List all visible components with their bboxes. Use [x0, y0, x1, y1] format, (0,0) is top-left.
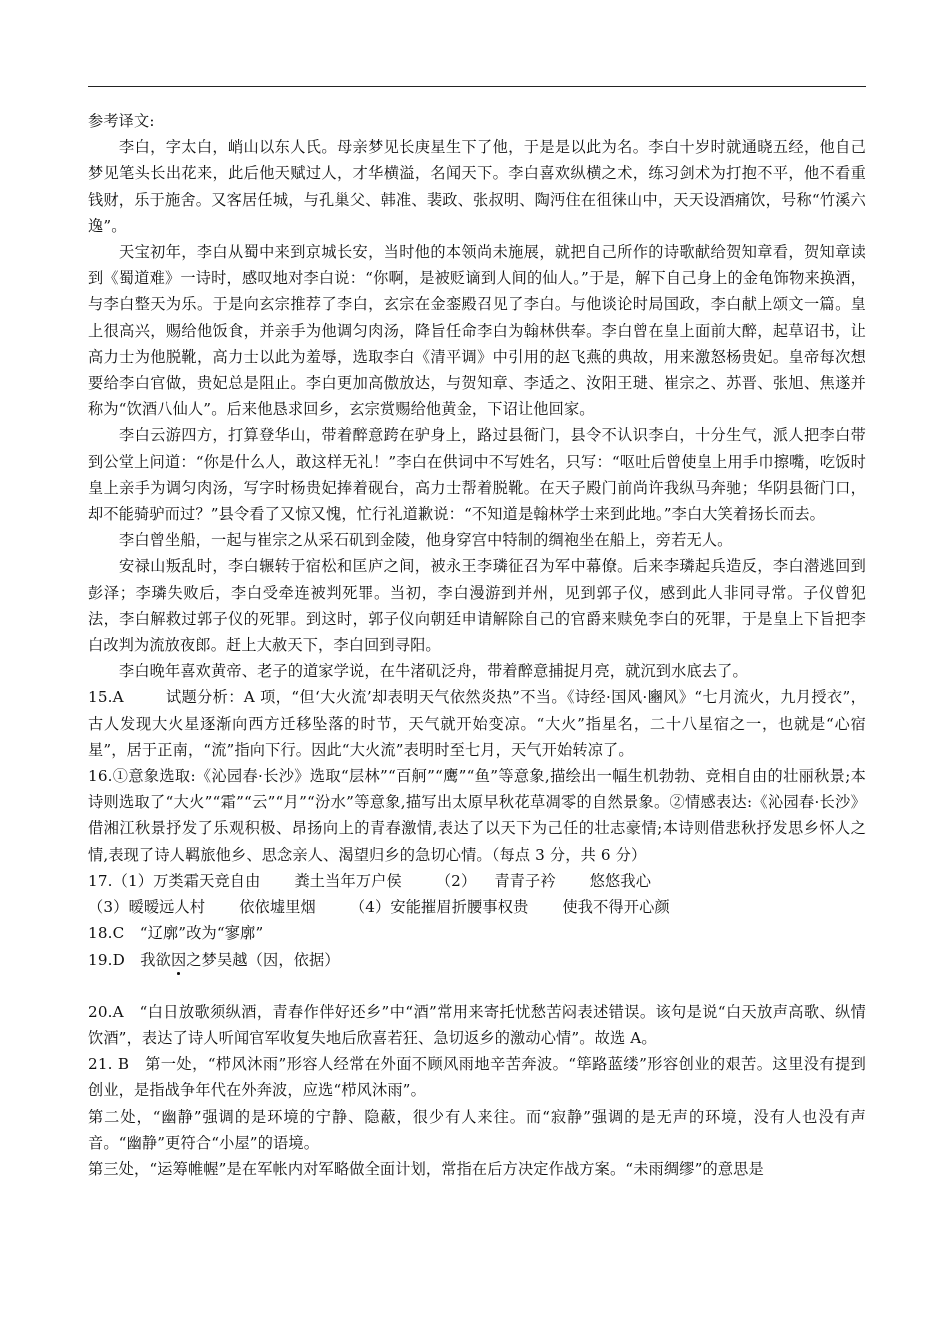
answer-20: 20.A “白日放歌须纵酒，青春作伴好还乡”中“酒”常用来寄托忧愁苦闷表述错误。该句是说“白天放声高歌、纵情饮酒”，表达了诗人听闻官军收复失地后欣喜若狂、急切返乡的激动心情”。故选 A。	[88, 1002, 866, 1047]
answer-18: 18.C “辽廓”改为“寥廓”	[88, 924, 264, 943]
translation-paragraph: 李白晚年喜欢黄帝、老子的道家学说，在牛渚矶泛舟，带着醉意捕捉月亮，就沉到水底去了。	[119, 662, 748, 681]
answer-17-item: 万类霜天竞自由	[153, 871, 261, 890]
translation-paragraph: 李白，字太白，峭山以东人氏。母亲梦见长庚星生下了他，于是是以此为名。李白十岁时就通晓五经，他自己梦见笔头长出花来，此后他天赋过人，才华横溢，名闻天下。李白喜欢纵横之术，练习剑术为打抱不平，他不看重钱财，乐于施舍。又客居任城，与孔巢父、韩准、裴政、张叔明、陶沔住在徂徕山中，天天设酒痛饮，号称“竹溪六逸”。	[88, 138, 866, 235]
answer-15-text: 试题分析：A 项，“但‘大火流’却表明天气依然炎热”不当。《诗经·国风·豳风》“七月流火，九月授衣”，古人发现大火星逐渐向西方迁移坠落的时节，天气就开始变凉。“大火”指星名，二十八星宿之一，也就是“心宿星”，居于正南，“流”指向下行。因此“大火流”表明时至七月，天气开始转凉了。	[88, 688, 866, 759]
answer-15-label: 15.A	[88, 688, 124, 707]
translation-heading: 参考译文:	[88, 112, 155, 130]
translation-paragraph: 天宝初年，李白从蜀中来到京城长安，当时他的本领尚未施展，就把自己所作的诗歌献给贺知章看，贺知章读到《蜀道难》一诗时，感叹地对李白说：“你啊，是被贬谪到人间的仙人。”于是，解下自己身上的金龟饰物来换酒，与李白整天为乐。于是向玄宗推荐了李白，玄宗在金銮殿召见了李白。与他谈论时局国政，李白献上颂文一篇。皇上很高兴，赐给他饭食，并亲手为他调匀肉汤，降旨任命李白为翰林供奉。李白曾在皇上面前大醉，起草诏书，让高力士为他脱靴，高力士以此为羞辱，选取李白《清平调》中引用的赵飞燕的典故，用来激怒杨贵妃。皇帝每次想要给李白官做，贵妃总是阻止。李白更加高傲放达，与贺知章、李适之、汝阳王琎、崔宗之、苏晋、张旭、焦遂并称为“饮酒八仙人”。后来他恳求回乡，玄宗赏赐给他黄金，下诏让他回家。	[88, 243, 866, 419]
answer-17-line-1	[88, 868, 866, 894]
answer-17-label: （4）	[349, 898, 391, 917]
answer-17-item: 青青子衿	[494, 871, 556, 890]
emphasis-dot-char: 因	[170, 950, 187, 969]
translation-paragraph: 李白云游四方，打算登华山，带着醉意跨在驴身上，路过县衙门，县令不认识李白，十分生气，派人把李白带到公堂上问道：“你是什么人，敢这样无礼！”李白在供词中不写姓名，只写：“呕吐后曾使皇上用手巾擦嘴，吃饭时皇上亲手为调匀肉汤，写字时杨贵妃捧着砚台，高力士帮着脱靴。在天子殿门前尚许我纵马奔驰；华阴县衙门口，却不能骑驴而过？”县令看了又惊又愧，忙行礼道歉说：“不知道是翰林学士来到此地。”李白大笑着扬长而去。	[88, 426, 866, 524]
answer-17-item: 粪土当年万户侯	[294, 871, 402, 890]
answer-21-part: 第二处，“幽静”强调的是环境的宁静、隐蔽，很少有人来往。而“寂静”强调的是无声的环境，没有人也没有声音。“幽静”更符合“小屋”的语境。	[88, 1107, 866, 1152]
answer-document	[88, 108, 866, 1182]
answer-17-item: 暧暧远人村	[128, 898, 206, 917]
answer-21: 21. B 第一处，“栉风沐雨”形容人经常在外面不顾风雨地辛苦奔波。“筚路蓝缕”形容创业的艰苦。这里没有提到创业，是指战争年代在外奔波，应选“栉风沐雨”。	[88, 1055, 866, 1100]
answer-17-label: （2）	[435, 871, 477, 890]
answer-17-label: （3）	[88, 898, 129, 917]
header-rule	[88, 86, 866, 87]
answer-17-line-2	[88, 894, 866, 920]
answer-17-item: 安能摧眉折腰事权贵	[390, 898, 529, 917]
answer-17-item: 依依墟里烟	[239, 898, 316, 917]
answer-21-part: 第三处，“运筹帷幄”是在军帐内对军略做全面计划，常指在后方决定作战方案。“未雨绸缪”的意思是	[88, 1159, 764, 1178]
answer-15	[88, 684, 866, 763]
answer-17-item: 悠悠我心	[589, 871, 652, 890]
answer-17-item: 使我不得开心颜	[562, 898, 670, 917]
answer-16: 16.①意象选取:《沁园春·长沙》选取“层林”“百舸”“鹰”“鱼”等意象,描绘出一幅生机勃勃、竞相自由的壮丽秋景;本诗则选取了“大火”“霜”“云”“月”“汾水”等意象,描写出太原早秋花草凋零的自然景象。②情感表达:《沁园春·长沙》借湘江秋景抒发了乐观积极、昂扬向上的青春激情,表达了以天下为己任的壮志豪情;本诗则借悲秋抒发思乡怀人之情,表现了诗人羁旅他乡、思念亲人、渴望归乡的急切心情。（每点 3 分，共 6 分）	[88, 767, 866, 864]
answer-17-label: 17.（1）	[88, 871, 154, 890]
translation-paragraph: 李白曾坐船，一起与崔宗之从采石矶到金陵，他身穿宫中特制的绸袍坐在船上，旁若无人。	[119, 531, 733, 550]
translation-paragraph: 安禄山叛乱时，李白辗转于宿松和匡庐之间，被永王李璘征召为军中幕僚。后来李璘起兵造反，李白潜逃回到彭泽；李璘失败后，李白受牵连被判死罪。当初，李白漫游到并州，见到郭子仪，感到此人非同寻常。子仪曾犯法，李白解救过郭子仪的死罪。到这时，郭子仪向朝廷申请解除自己的官爵来赎免李白的死罪，于是皇上下旨把李白改判为流放夜郎。赶上大赦天下，李白回到寻阳。	[88, 557, 866, 655]
answer-19-text: 19.D 我欲	[88, 950, 171, 969]
answer-19-text: 之梦吴越（因，依据）	[186, 950, 340, 969]
answer-19	[88, 947, 866, 973]
